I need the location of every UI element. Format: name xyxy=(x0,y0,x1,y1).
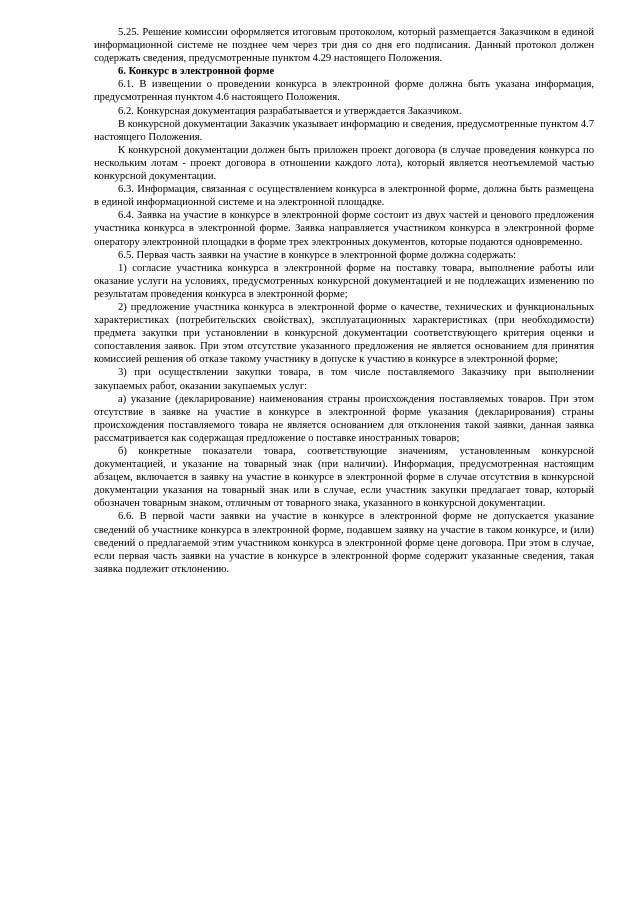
paragraph-6-5-item-2: 2) предложение участника конкурса в электронной форме о качестве, технических и функциональных характеристиках (потребительских свойствах), эксплуатационных характеристиках (при необходимости) предмета закупки при установлении в конкурсной документации соответствующего критерия оценки и сопоставления заявок. При этом отсутствие указанного предложения не является основанием для принятия комиссией решения об отказе такому участнику в допуске к участию в конкурсе в электронной форме; xyxy=(94,301,594,366)
paragraph-6-2-info: В конкурсной документации Заказчик указывает информацию и сведения, предусмотренные пунктом 4.7 настоящего Положения. xyxy=(94,118,594,143)
paragraph-6-3: 6.3. Информация, связанная с осуществлением конкурса в электронной форме, должна быть размещена в единой информационной системе и на электронной площадке. xyxy=(94,184,594,209)
paragraph-5-25: 5.25. Решение комиссии оформляется итоговым протоколом, который размещается Заказчиком в единой информационной системе не позднее чем через три дня со дня его подписания. Данный протокол должен содержать сведения, предусмотренные пунктом 4.29 настоящего Положения. xyxy=(94,27,594,65)
paragraph-6-1: 6.1. В извещении о проведении конкурса в электронной форме должна быть указана информация, предусмотренная пунктом 4.6 настоящего Положения. xyxy=(94,79,594,104)
document-body xyxy=(94,26,594,576)
paragraph-6-5-item-3: 3) при осуществлении закупки товара, в том числе поставляемого Заказчику при выполнении закупаемых работ, оказании закупаемых услуг: xyxy=(94,367,594,392)
paragraph-6-6: 6.6. В первой части заявки на участие в конкурсе в электронной форме не допускается указание сведений об участнике конкурса в электронной форме, подавшем заявку на участие в таком конкурсе, и (или) сведений о предлагаемой этим участником конкурса в электронной форме цене договора. При этом в случае, если первая часть заявки на участие в конкурсе в электронной форме содержит указанные сведения, такая заявка подлежит отклонению. xyxy=(94,511,594,575)
paragraph-6-5-item-3a: а) указание (декларирование) наименования страны происхождения поставляемых товаров. При этом отсутствие в заявке на участие в конкурсе в электронной форме указания (декларирования) страны происхождения поставляемого товара не является основанием для отклонения такой заявки, данная заявка рассматривается как содержащая предложение о поставке иностранных товаров; xyxy=(94,393,594,444)
section-heading: 6. Конкурс в электронной форме xyxy=(118,66,275,78)
paragraph-6-5: 6.5. Первая часть заявки на участие в конкурсе в электронной форме должна содержать: xyxy=(118,249,517,261)
paragraph-6-5-item-3b: б) конкретные показатели товара, соответствующие значениям, установленным конкурсной документацией, и указание на товарный знак (при наличии). Информация, предусмотренная настоящим абзацем, включается в заявку на участие в конкурсе в электронной форме в случае отсутствия в конкурсной документации указания на товарный знак или в случае, если участник закупки предлагает товар, который обозначен товарным знаком, отличным от товарного знака, указанного в конкурсной документации. xyxy=(94,446,594,510)
paragraph-6-5-item-1: 1) согласие участника конкурса в электронной форме на поставку товара, выполнение работы или оказание услуги на условиях, предусмотренных конкурсной документацией и не подлежащих изменению по результатам проведения конкурса в электронной форме; xyxy=(94,262,594,300)
paragraph-6-2: 6.2. Конкурсная документация разрабатывается и утверждается Заказчиком. xyxy=(118,105,462,117)
paragraph-6-2-contract: К конкурсной документации должен быть приложен проект договора (в случае проведения конкурса по нескольким лотам - проект договора в отношении каждого лота), который является неотъемлемой частью конкурсной документации. xyxy=(94,144,594,183)
paragraph-6-4: 6.4. Заявка на участие в конкурсе в электронной форме состоит из двух частей и ценового предложения участника конкурса в электронной форме. Заявка направляется участником конкурса в электронной форме оператору электронной площадки в форме трех электронных документов, которые подаются одновременно. xyxy=(94,210,594,248)
